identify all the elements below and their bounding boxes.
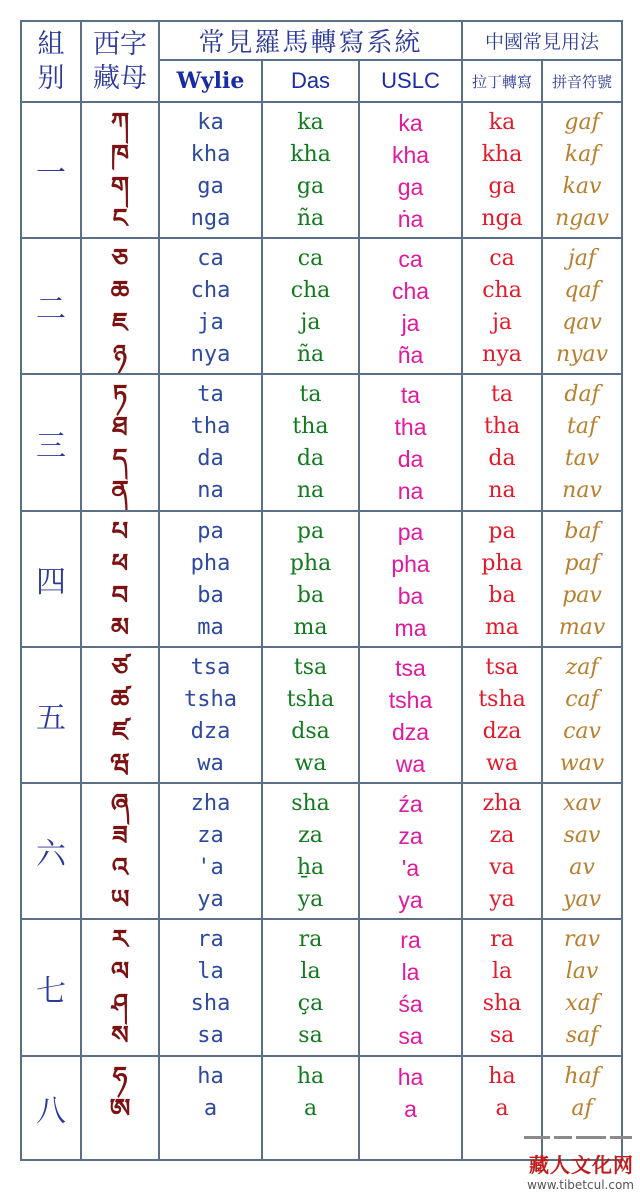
uslc-value: tsa: [395, 655, 426, 681]
uslc-value: sa: [398, 1023, 423, 1049]
wylie-value: la: [197, 959, 224, 984]
tibetan-letter: མ: [110, 613, 130, 643]
das-value: a: [303, 1096, 318, 1121]
wylie-value: nga: [190, 206, 231, 231]
wylie-value: nya: [190, 342, 231, 367]
uslc-value-cell: [359, 238, 462, 374]
chinese-latin-value: tsha: [478, 687, 526, 712]
group-label: 七: [21, 919, 81, 1056]
das-value: za: [298, 823, 323, 848]
das-value-cell: [262, 1056, 359, 1160]
wylie-value: tsha: [184, 687, 237, 712]
das-value: sha: [291, 791, 330, 816]
uslc-value-cell: [359, 511, 462, 647]
chinese-latin-value: ya: [489, 887, 515, 912]
chinese-latin-value-cell: [462, 647, 542, 783]
tibetan-letter: ཙ: [111, 653, 129, 683]
das-value-cell: [262, 783, 359, 919]
chinese-latin-value-cell: [462, 238, 542, 374]
pinyin-symbol-value-cell: [542, 919, 622, 1056]
wylie-value: tha: [190, 414, 231, 439]
group-row: [21, 238, 622, 374]
uslc-value: da: [397, 446, 424, 472]
chinese-latin-value: cha: [482, 278, 522, 303]
header-letters-label: 西字藏母: [93, 28, 147, 94]
pinyin-symbol-value-cell: [542, 238, 622, 374]
chinese-latin-value-cell: [462, 511, 542, 647]
uslc-value: ga: [397, 174, 424, 200]
uslc-value: śa: [398, 991, 423, 1017]
wylie-value: da: [197, 446, 224, 471]
tibetan-letter: ཇ: [112, 308, 128, 338]
das-value: ẖa: [296, 855, 325, 880]
tibetan-letter: ཟ: [112, 821, 128, 851]
wylie-value: ra: [197, 927, 224, 952]
pinyin-symbol-value: daf: [564, 382, 600, 407]
das-value: ra: [298, 927, 323, 952]
das-value: pha: [289, 551, 332, 576]
das-value: sa: [298, 1023, 323, 1048]
tibetan-letter: ཆ: [110, 276, 130, 306]
uslc-value: la: [401, 959, 420, 985]
group-label: 四: [21, 511, 81, 647]
wylie-value: na: [197, 478, 224, 503]
das-value: dsa: [291, 719, 330, 744]
uslc-value: ña: [397, 342, 424, 368]
tibetan-letter-cell: [81, 511, 159, 647]
pinyin-symbol-value: gaf: [564, 110, 600, 135]
uslc-value: ca: [398, 246, 423, 272]
chinese-latin-value: ga: [488, 174, 516, 199]
pinyin-symbol-value: wav: [559, 751, 605, 776]
pinyin-symbol-value: cav: [563, 719, 601, 744]
pinyin-symbol-value: kaf: [564, 142, 600, 167]
tibetan-letter: ཛ: [112, 717, 128, 747]
uslc-value: ra: [400, 927, 421, 953]
pinyin-symbol-value: jaf: [567, 246, 597, 271]
tibetan-letter-cell: [81, 647, 159, 783]
pinyin-symbol-value: mav: [558, 615, 606, 640]
tibetan-letter: ན: [111, 476, 129, 506]
pinyin-symbol-value: haf: [564, 1064, 600, 1089]
wylie-value: ca: [197, 246, 224, 271]
das-value: la: [300, 959, 321, 984]
wylie-value-cell: [159, 102, 262, 238]
tibetan-letter-cell: [81, 102, 159, 238]
tibetan-letter: ར: [111, 925, 129, 955]
pinyin-symbol-value: nyav: [555, 342, 609, 367]
wylie-value-cell: [159, 238, 262, 374]
chinese-latin-value-cell: [462, 102, 542, 238]
site-watermark: [494, 1127, 634, 1192]
wylie-value: sha: [190, 991, 231, 1016]
pinyin-symbol-value: rav: [564, 927, 601, 952]
uslc-value: pa: [397, 519, 424, 545]
uslc-value: ja: [401, 310, 420, 336]
das-value: ça: [297, 991, 324, 1016]
uslc-value: ṅa: [397, 206, 424, 232]
uslc-value: źa: [398, 791, 423, 817]
header-group-label: 組别: [37, 28, 65, 94]
tibetan-letter-cell: [81, 919, 159, 1056]
chinese-latin-value: tha: [483, 414, 521, 439]
chinese-latin-value: sha: [482, 991, 522, 1016]
wylie-value: za: [197, 823, 224, 848]
das-value: ma: [293, 615, 328, 640]
chinese-latin-value: a: [495, 1096, 509, 1121]
tibetan-letter: ཅ: [111, 244, 129, 274]
wylie-value: ja: [197, 310, 224, 335]
uslc-value: tsha: [388, 687, 433, 713]
das-value-cell: [262, 374, 359, 511]
chinese-latin-value: kha: [481, 142, 523, 167]
transliteration-table: [20, 20, 623, 1161]
das-value: ka: [297, 110, 324, 135]
uslc-value: ma: [394, 615, 427, 641]
chinese-latin-value: ja: [492, 310, 512, 335]
pinyin-symbol-value: yav: [563, 887, 602, 912]
chinese-latin-value: da: [488, 446, 516, 471]
pinyin-symbol-value: xav: [563, 791, 602, 816]
pinyin-symbol-value-cell: [542, 374, 622, 511]
pinyin-symbol-value: pav: [562, 583, 602, 608]
uslc-value-cell: [359, 1056, 462, 1160]
das-value: kha: [290, 142, 331, 167]
group-row: [21, 647, 622, 783]
chinese-latin-value: pha: [481, 551, 523, 576]
chinese-latin-value: za: [489, 823, 515, 848]
pinyin-symbol-value: taf: [566, 414, 598, 439]
chinese-latin-value: sa: [489, 1023, 515, 1048]
tibetan-letter: ཤ: [111, 989, 129, 1019]
pinyin-symbol-value: paf: [564, 551, 600, 576]
tibetan-letter: ང: [112, 204, 128, 234]
pinyin-symbol-value: saf: [565, 1023, 599, 1048]
tibetan-letter: འ: [111, 853, 129, 883]
wylie-value: dza: [190, 719, 231, 744]
tibetan-letter: ཡ: [110, 885, 130, 915]
wylie-value: ka: [197, 110, 224, 135]
pinyin-symbol-value: caf: [565, 687, 599, 712]
das-value: tsha: [286, 687, 335, 712]
uslc-value: ba: [397, 583, 424, 609]
group-label: 八: [21, 1056, 81, 1160]
pinyin-symbol-value: nav: [562, 478, 602, 503]
tibetan-letter: ཉ: [113, 340, 127, 370]
group-row: [21, 374, 622, 511]
tibetan-letter: ཏ: [112, 380, 128, 410]
group-label: 一: [21, 102, 81, 238]
chinese-latin-value-cell: [462, 374, 542, 511]
pinyin-symbol-value: zaf: [565, 655, 599, 680]
header-uslc: USLC: [359, 60, 462, 102]
uslc-value-cell: [359, 783, 462, 919]
pinyin-symbol-value: ngav: [555, 206, 609, 231]
uslc-value: 'a: [401, 855, 420, 881]
pinyin-symbol-value: af: [571, 1096, 593, 1121]
chinese-latin-value: ma: [485, 615, 520, 640]
das-value-cell: [262, 238, 359, 374]
das-value: da: [296, 446, 325, 471]
chinese-latin-value: ha: [488, 1064, 516, 1089]
das-value: ca: [297, 246, 324, 271]
header-chinese-latin: 拉丁轉寫: [462, 60, 542, 102]
header-systems-title: 常見羅馬轉寫系統: [159, 21, 462, 60]
pinyin-symbol-value: baf: [564, 519, 600, 544]
wylie-value-cell: [159, 647, 262, 783]
das-value: wa: [294, 751, 327, 776]
das-value: ga: [296, 174, 325, 199]
tibetan-letter: ག: [110, 172, 130, 202]
chinese-latin-value: tsa: [485, 655, 519, 680]
chinese-latin-value: pa: [488, 519, 516, 544]
uslc-value: ta: [400, 382, 421, 408]
das-value: cha: [290, 278, 331, 303]
tibetan-letter: ཝ: [110, 749, 130, 779]
group-row: [21, 511, 622, 647]
chinese-latin-value-cell: [462, 919, 542, 1056]
tibetan-letter: ཕ: [111, 549, 129, 579]
header-group: [21, 21, 81, 102]
wylie-value: tsa: [190, 655, 231, 680]
tibetan-letter: ཞ: [110, 789, 130, 819]
group-row: [21, 919, 622, 1056]
tibetan-letter: ལ: [110, 957, 130, 987]
chinese-latin-value: wa: [486, 751, 518, 776]
uslc-value: dza: [391, 719, 430, 745]
chinese-latin-value: na: [488, 478, 516, 503]
das-value: ña: [296, 206, 325, 231]
header-das: Das: [262, 60, 359, 102]
das-value: pa: [296, 519, 325, 544]
tibetan-letter-cell: [81, 783, 159, 919]
uslc-value: a: [404, 1096, 417, 1122]
tibetan-letter: ཁ: [110, 140, 130, 170]
wylie-value-cell: [159, 783, 262, 919]
tibetan-letter: ཐ: [112, 412, 128, 442]
uslc-value: kha: [391, 142, 430, 168]
das-value: ta: [299, 382, 322, 407]
chinese-latin-value: ca: [489, 246, 515, 271]
chinese-latin-value: nga: [481, 206, 523, 231]
uslc-value-cell: [359, 647, 462, 783]
wylie-value: cha: [190, 278, 231, 303]
group-row: [21, 783, 622, 919]
chinese-latin-value: ka: [488, 110, 516, 135]
das-value: tha: [292, 414, 329, 439]
uslc-value: pha: [391, 551, 430, 577]
group-label: 五: [21, 647, 81, 783]
chinese-latin-value: nya: [482, 342, 522, 367]
header-letters: [81, 21, 159, 102]
header-pinyin-symbols: 拼音符號: [542, 60, 622, 102]
uslc-value-cell: [359, 374, 462, 511]
uslc-value: wa: [395, 751, 426, 777]
das-value: ba: [296, 583, 325, 608]
chinese-latin-value: va: [489, 855, 515, 880]
uslc-value: tha: [394, 414, 427, 440]
group-label: 三: [21, 374, 81, 511]
chinese-latin-value: zha: [482, 791, 522, 816]
wylie-value: ha: [197, 1064, 224, 1089]
watermark-site-name: 藏人文化网: [529, 1153, 634, 1177]
wylie-value-cell: [159, 1056, 262, 1160]
pinyin-symbol-value: kav: [562, 174, 602, 199]
wylie-value-cell: [159, 374, 262, 511]
das-value: ya: [297, 887, 324, 912]
chinese-latin-value: ta: [491, 382, 514, 407]
tibetan-letter: བ: [111, 581, 129, 611]
tibetan-letter: ཧ: [112, 1062, 128, 1092]
pinyin-symbol-value: av: [569, 855, 595, 880]
tibetan-letter-cell: [81, 238, 159, 374]
das-value-cell: [262, 919, 359, 1056]
wylie-value-cell: [159, 511, 262, 647]
uslc-value-cell: [359, 919, 462, 1056]
wylie-value: sa: [197, 1023, 224, 1048]
pinyin-symbol-value: qav: [562, 310, 602, 335]
chinese-latin-value: dza: [482, 719, 522, 744]
das-value: na: [296, 478, 325, 503]
chinese-latin-value: ba: [488, 583, 516, 608]
wylie-value: ma: [197, 615, 224, 640]
group-label: 六: [21, 783, 81, 919]
pinyin-symbol-value-cell: [542, 102, 622, 238]
uslc-value: na: [397, 478, 424, 504]
das-value-cell: [262, 511, 359, 647]
das-value-cell: [262, 647, 359, 783]
tibetan-letter: ཨ: [109, 1094, 131, 1124]
wylie-value-cell: [159, 919, 262, 1056]
pinyin-symbol-value: sav: [563, 823, 601, 848]
das-value-cell: [262, 102, 359, 238]
uslc-value: ya: [398, 887, 423, 913]
pinyin-symbol-value: tav: [564, 446, 600, 471]
pinyin-symbol-value-cell: [542, 783, 622, 919]
watermark-url: www.tibetcul.com: [527, 1178, 634, 1192]
tibetan-letter: ཚ: [110, 685, 130, 715]
chinese-latin-value: ra: [490, 927, 514, 952]
group-label: 二: [21, 238, 81, 374]
uslc-value-cell: [359, 102, 462, 238]
das-value: ja: [300, 310, 321, 335]
tibetan-letter-cell: [81, 374, 159, 511]
tibetan-letter: པ: [111, 517, 129, 547]
wylie-value: kha: [190, 142, 231, 167]
uslc-value: ha: [397, 1064, 424, 1090]
chinese-latin-value: la: [491, 959, 513, 984]
tibetan-letter: ས: [111, 1021, 129, 1051]
tibetan-script-logo: [494, 1127, 634, 1149]
wylie-value: wa: [197, 751, 224, 776]
uslc-value: za: [398, 823, 423, 849]
uslc-value: ka: [398, 110, 423, 136]
wylie-value: ta: [197, 382, 224, 407]
tibetan-letter-cell: [81, 1056, 159, 1160]
group-row: [21, 102, 622, 238]
pinyin-symbol-value-cell: [542, 511, 622, 647]
wylie-value: ba: [197, 583, 224, 608]
wylie-value: 'a: [197, 855, 224, 880]
wylie-value: zha: [190, 791, 231, 816]
wylie-value: ya: [197, 887, 224, 912]
das-value: ña: [296, 342, 325, 367]
pinyin-symbol-value: xaf: [565, 991, 599, 1016]
tibetan-letter: ད: [112, 444, 128, 474]
das-value: tsa: [293, 655, 328, 680]
pinyin-symbol-value: lav: [565, 959, 599, 984]
wylie-value: a: [203, 1096, 218, 1121]
uslc-value: cha: [391, 278, 430, 304]
pinyin-symbol-value: qaf: [564, 278, 600, 303]
chinese-latin-value-cell: [462, 783, 542, 919]
header-wylie: Wylie: [159, 60, 262, 102]
wylie-value: pha: [190, 551, 231, 576]
das-value: ha: [296, 1064, 325, 1089]
wylie-value: ga: [197, 174, 224, 199]
pinyin-symbol-value-cell: [542, 647, 622, 783]
wylie-value: pa: [197, 519, 224, 544]
tibetan-letter: ཀ: [110, 108, 130, 138]
header-chinese-title: 中國常見用法: [462, 21, 622, 60]
